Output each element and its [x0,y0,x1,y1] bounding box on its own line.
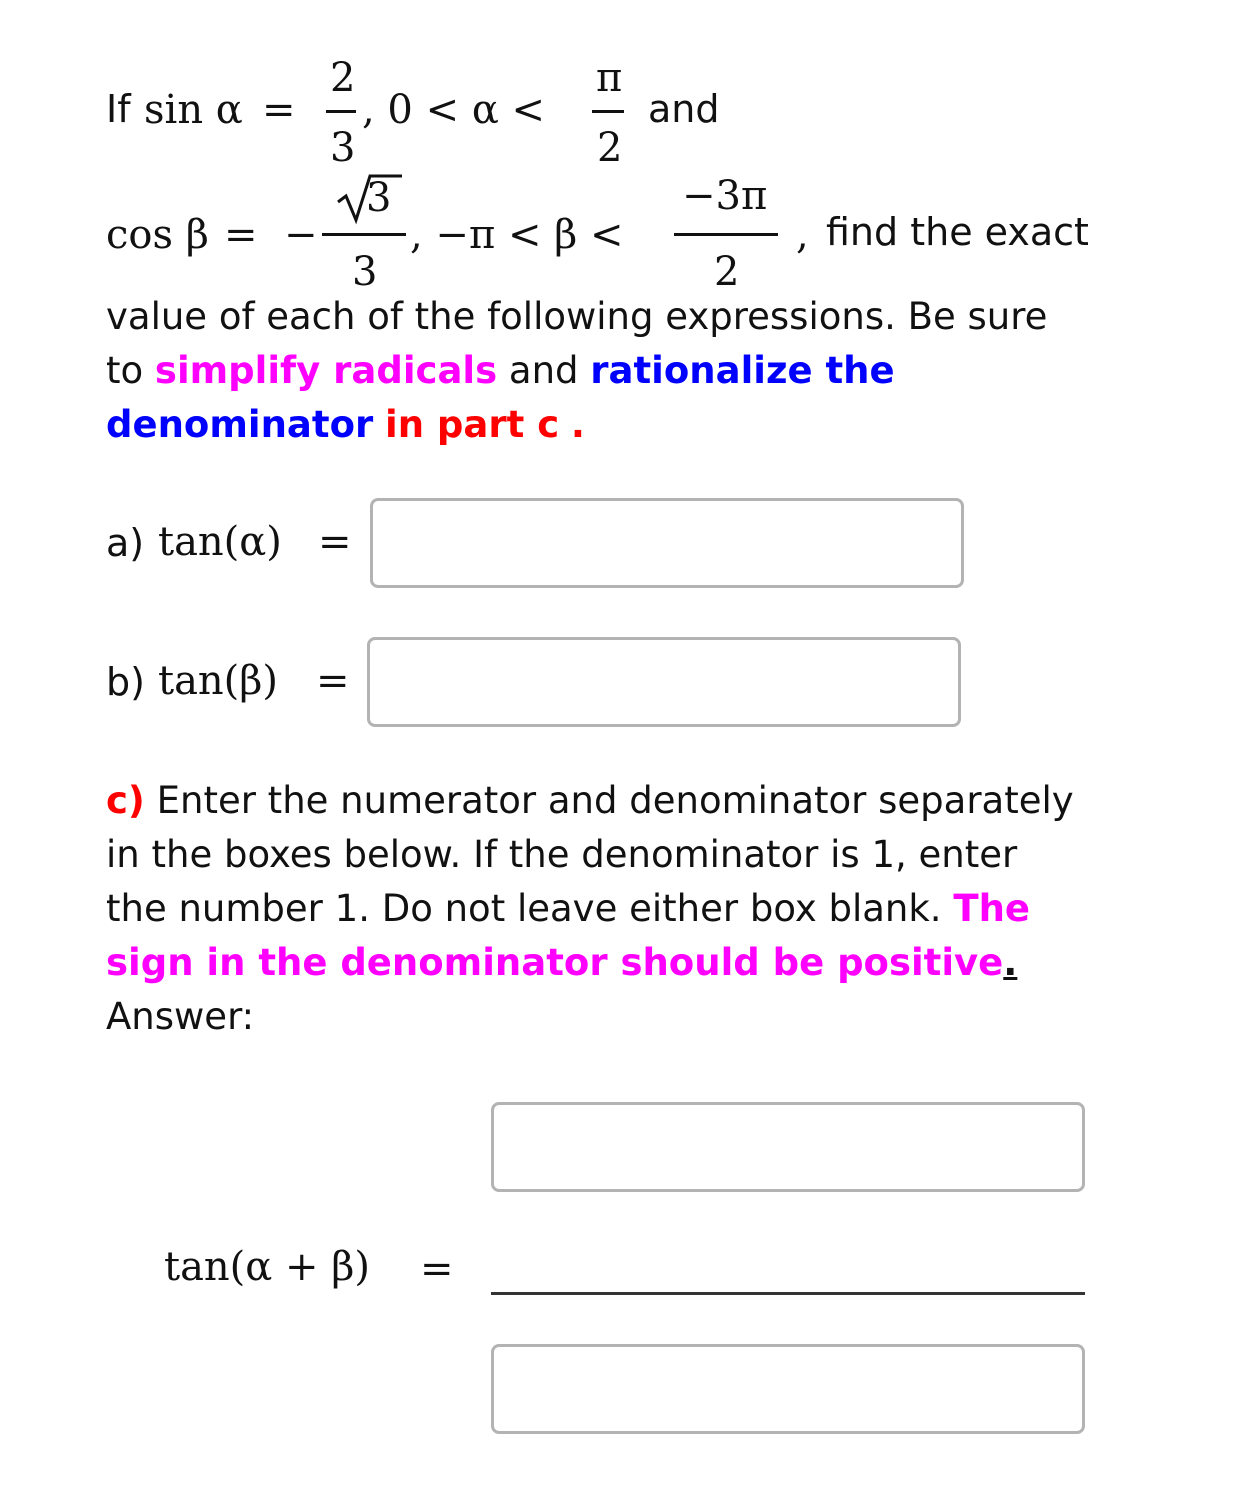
beta-fraction-bar [674,233,778,236]
pi-denominator: 2 [597,125,623,171]
rationalize-highlight: rationalize the [590,349,895,392]
numerator-input[interactable] [491,1102,1085,1192]
denominator-input[interactable] [491,1344,1085,1434]
pi-numerator: π [596,55,623,101]
instruction-text: the number 1. Do not leave either box blank. [106,887,942,930]
period: . [1003,941,1018,984]
part-a-equals: = [318,519,352,565]
beta-bound-numerator: −3π [682,173,768,219]
instruction-text: to [106,349,144,392]
beta-bound-denominator: 2 [714,249,740,295]
instruction-line [106,936,1166,990]
part-b-equals: = [316,658,350,704]
instruction-line [106,398,1136,452]
sin-numerator: 2 [330,55,356,101]
instruction-line [106,774,1166,828]
cos-beta-lhs: cos β [106,212,209,258]
alpha-range: , 0 < α < [362,87,546,133]
instruction-line: in the boxes below. If the denominator is 1, enter [106,833,1018,876]
instruction-line: value of each of the following expressions. Be sure [106,295,1048,338]
period: . [570,403,585,446]
part-b-expression: tan(β) [158,658,279,704]
sin-denominator: 3 [330,125,356,171]
instruction-line [106,344,1136,398]
equals-sign: = [224,212,258,258]
comma: , [796,212,809,258]
part-c-label: c) [106,779,145,822]
fraction-bar [491,1292,1085,1295]
sin-fraction-bar [326,110,356,113]
part-a-label: a) [106,521,145,565]
sin-alpha-lhs: sin α [144,87,243,133]
beta-range: , −π < β < [410,212,624,258]
cos-denominator: 3 [352,249,378,295]
instruction-text: Enter the numerator and denominator separately [156,779,1074,822]
denominator-highlight: denominator [106,403,374,446]
equals-sign: = [262,87,296,133]
part-b-label: b) [106,660,145,704]
part-a-answer-input[interactable] [370,498,964,588]
instruction-line [106,882,1166,936]
sqrt-radicand: 3 [366,175,392,221]
simplify-radicals-highlight: simplify radicals [154,349,498,392]
find-text: find the exact [826,210,1089,254]
cos-fraction-bar [322,233,406,236]
sign-positive-highlight: sign in the denominator should be positive [106,941,1004,984]
if-text: If [106,87,131,131]
pi-fraction-bar [592,110,624,113]
part-c-highlight: in part c [385,403,560,446]
instruction-text: and [508,349,579,392]
part-c-instructions [106,774,1166,1044]
part-c-equals: = [420,1246,454,1292]
and-text: and [648,87,720,131]
instructions [106,290,1136,452]
part-b-answer-input[interactable] [367,637,961,727]
sign-positive-highlight: The [953,887,1031,930]
part-a-expression: tan(α) [158,519,282,565]
answer-label: Answer: [106,995,255,1038]
minus-sign: − [284,212,318,258]
part-c-expression: tan(α + β) [164,1244,370,1290]
